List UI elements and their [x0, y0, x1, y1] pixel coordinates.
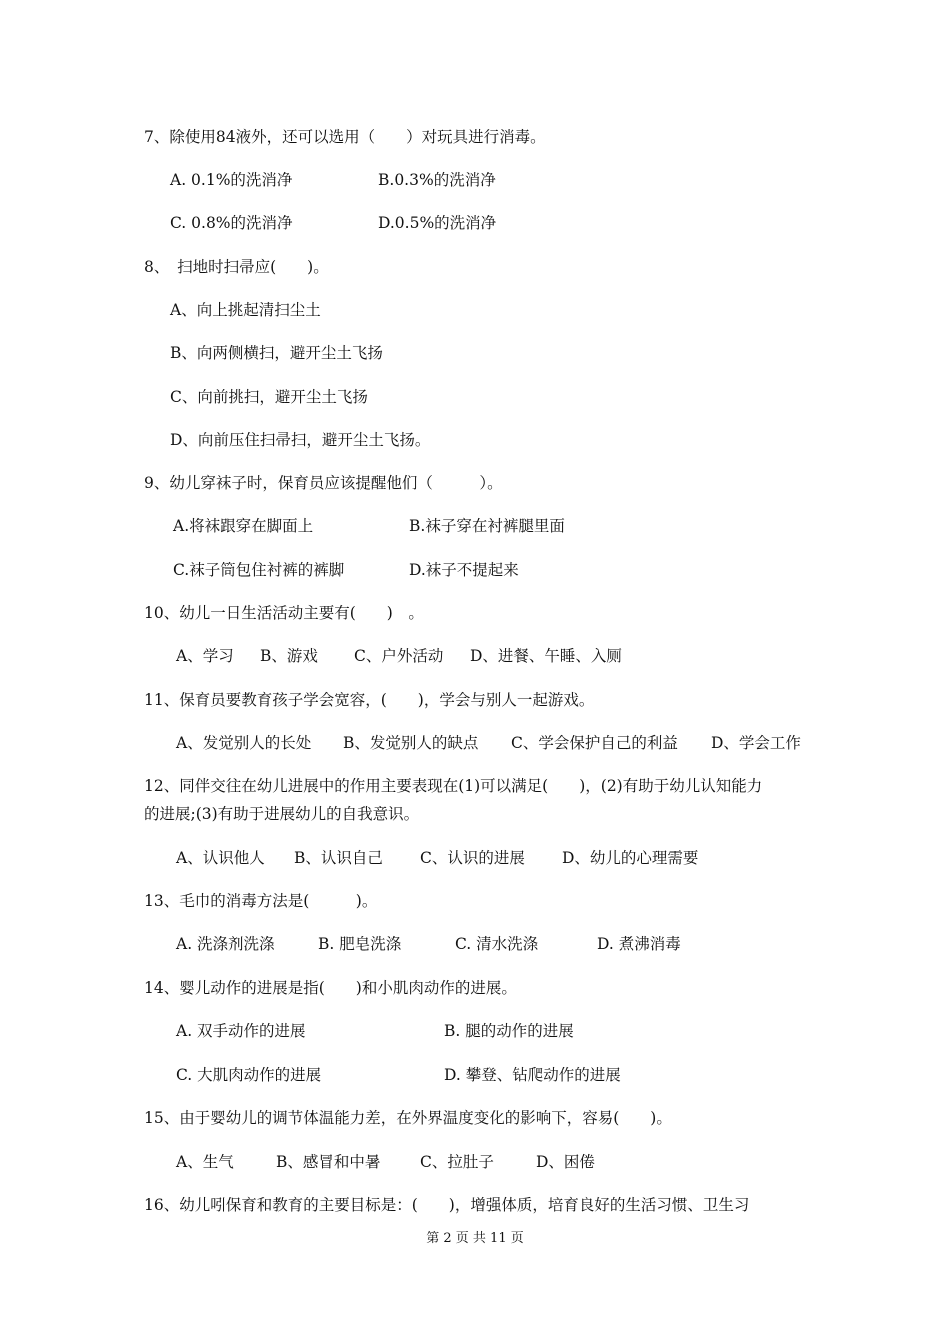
question-9-option-c: C.袜子筒包住衬裤的裤脚 — [173, 561, 345, 579]
question-9-option-b: B.袜子穿在衬裤腿里面 — [409, 517, 565, 535]
question-15-option-d: D、困倦 — [536, 1153, 595, 1171]
question-7-option-c: C. 0.8%的洗消净 — [170, 214, 293, 232]
question-8-option-c: C、向前挑扫，避开尘土飞扬 — [170, 388, 368, 406]
question-13-option-d: D. 煮沸消毒 — [597, 935, 681, 953]
question-7-option-b: B.0.3%的洗消净 — [378, 171, 496, 189]
question-8-option-b: B、向两侧横扫，避开尘土飞扬 — [170, 344, 383, 362]
question-12-stem: 12、同伴交往在幼儿进展中的作用主要表现在(1)可以满足( )，(2)有助于幼儿认知能力 — [144, 777, 763, 795]
question-15-option-b: B、感冒和中暑 — [276, 1153, 381, 1171]
question-11-option-d: D、学会工作 — [711, 734, 801, 752]
question-9-option-a: A.将袜跟穿在脚面上 — [173, 517, 314, 535]
question-15-option-c: C、拉肚子 — [420, 1153, 494, 1171]
question-12-option-d: D、幼儿的心理需要 — [562, 849, 699, 867]
question-14-option-d: D. 攀登、钻爬动作的进展 — [444, 1066, 621, 1084]
question-10-stem: 10、幼儿一日生活活动主要有( ) 。 — [144, 604, 424, 622]
question-15-stem: 15、由于婴幼儿的调节体温能力差，在外界温度变化的影响下，容易( )。 — [144, 1109, 672, 1127]
question-8-stem: 8、 扫地时扫帚应( )。 — [144, 258, 329, 276]
question-13-stem: 13、毛巾的消毒方法是( )。 — [144, 892, 378, 910]
question-13-option-b: B. 肥皂洗涤 — [318, 935, 402, 953]
question-8-option-a: A、向上挑起清扫尘土 — [170, 301, 321, 319]
question-16-stem: 16、幼儿吲保育和教育的主要目标是：( )，增强体质，培育良好的生活习惯、卫生习 — [144, 1196, 750, 1214]
question-7-option-d: D.0.5%的洗消净 — [378, 214, 497, 232]
question-9-option-d: D.袜子不提起来 — [409, 561, 519, 579]
question-12-stem-continued: 的进展;(3)有助于进展幼儿的自我意识。 — [144, 805, 420, 823]
question-10-option-b: B、游戏 — [260, 647, 318, 665]
question-10-option-a: A、学习 — [176, 647, 234, 665]
question-10-option-d: D、进餐、午睡、入厕 — [470, 647, 622, 665]
question-14-option-a: A. 双手动作的进展 — [176, 1022, 306, 1040]
question-12-option-c: C、认识的进展 — [420, 849, 525, 867]
question-7-stem: 7、除使用84液外，还可以选用（ ）对玩具进行消毒。 — [144, 128, 546, 146]
question-12-option-a: A、认识他人 — [176, 849, 265, 867]
question-7-option-a: A. 0.1%的洗消净 — [170, 171, 293, 189]
question-15-option-a: A、生气 — [176, 1153, 234, 1171]
question-11-option-c: C、学会保护自己的利益 — [511, 734, 678, 752]
question-13-option-a: A. 洗涤剂洗涤 — [176, 935, 275, 953]
question-10-option-c: C、户外活动 — [354, 647, 444, 665]
question-14-stem: 14、婴儿动作的进展是指( )和小肌肉动作的进展。 — [144, 979, 517, 997]
question-9-stem: 9、幼儿穿袜子时，保育员应该提醒他们（ ）。 — [144, 474, 503, 492]
question-14-option-c: C. 大肌肉动作的进展 — [176, 1066, 322, 1084]
question-14-option-b: B. 腿的动作的进展 — [444, 1022, 574, 1040]
question-13-option-c: C. 清水洗涤 — [455, 935, 539, 953]
question-11-option-b: B、发觉别人的缺点 — [343, 734, 479, 752]
question-11-stem: 11、保育员要教育孩子学会宽容，( )，学会与别人一起游戏。 — [144, 691, 595, 709]
question-11-option-a: A、发觉别人的长处 — [176, 734, 312, 752]
question-8-option-d: D、向前压住扫帚扫，避开尘土飞扬。 — [170, 431, 431, 449]
question-12-option-b: B、认识自己 — [294, 849, 383, 867]
page-footer: 第 2 页 共 11 页 — [426, 1231, 524, 1246]
